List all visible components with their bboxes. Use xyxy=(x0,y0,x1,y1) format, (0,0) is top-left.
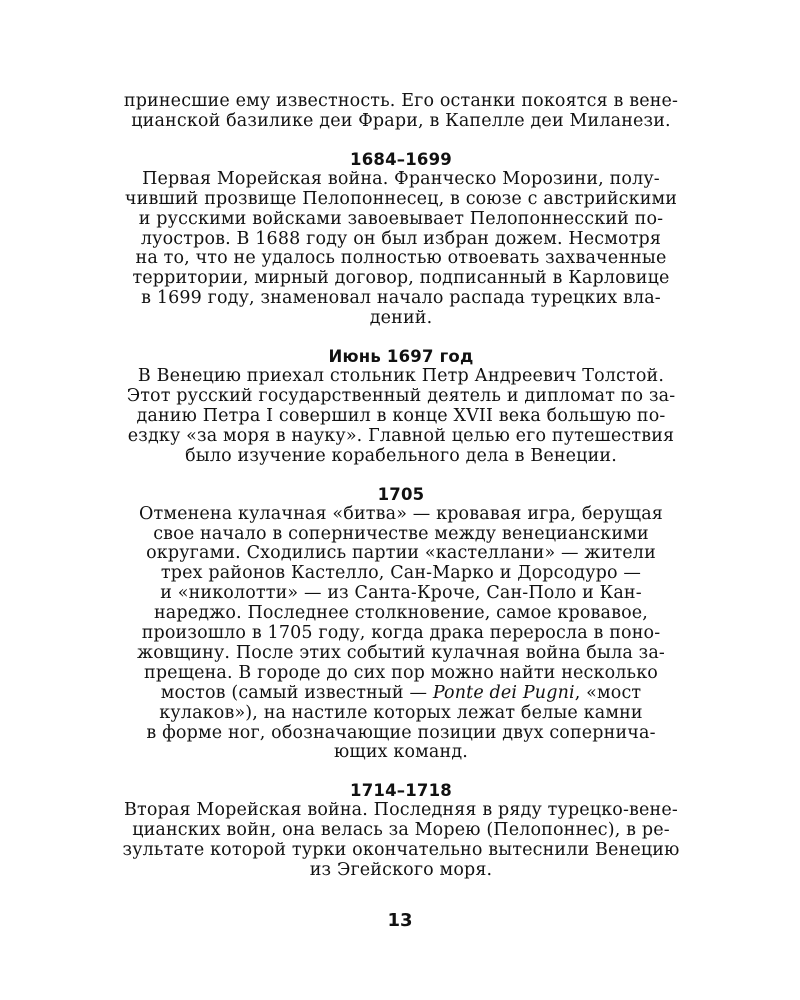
entry-heading: 1714–1718 xyxy=(350,781,452,801)
text-line: в 1699 году, знаменовал начало распада турецких вла- xyxy=(141,288,661,309)
text-line: Вторая Морейская война. Последняя в ряду турецко-вене- xyxy=(124,800,678,821)
entry-1714-1718 xyxy=(96,781,706,881)
text-line: и «николотти» — из Санта-Кроче, Сан-Поло и Кан- xyxy=(160,583,642,604)
text-line: свое начало в соперничестве между венецианскими xyxy=(153,523,649,544)
text-line: дений. xyxy=(369,308,433,329)
text-line: Отменена кулачная «битва» — кровавая игра, берущая xyxy=(138,503,663,524)
text-line: зультате которой турки окончательно вытеснили Венецию xyxy=(122,840,680,861)
text-line: данию Петра I совершил в конце XVII века большую по- xyxy=(136,405,666,426)
text-line: чивший прозвище Пелопоннесец, в союзе с австрийскими xyxy=(124,188,678,209)
text-line: ездку «за моря в науку». Главной целью его путешествия xyxy=(127,425,675,446)
entry-1684-1699 xyxy=(96,150,706,329)
text-line: было изучение корабельного дела в Венеции. xyxy=(185,445,617,466)
text-fragment: , «мост xyxy=(574,682,642,703)
entry-june-1697 xyxy=(96,347,706,467)
text-line: В Венецию приехал стольник Петр Андреевич Толстой. xyxy=(137,366,665,387)
text-line: ющих команд. xyxy=(334,742,468,763)
text-line: трех районов Кастелло, Сан-Марко и Дорсодуро — xyxy=(160,563,642,584)
text-line: луостров. В 1688 году он был избран дожем. Несмотря xyxy=(140,228,662,249)
text-line: кулаков»), на настиле которых лежат белые камни xyxy=(159,702,643,723)
intro-paragraph xyxy=(96,92,706,132)
text-line: цианских войн, она велась за Морею (Пелопоннес), в ре- xyxy=(132,820,670,841)
text-line: Первая Морейская война. Франческо Морозини, полу- xyxy=(142,168,660,189)
text-line: жовщину. После этих событий кулачная война была за- xyxy=(137,642,665,663)
entry-heading: 1705 xyxy=(377,484,425,504)
text-line: нареджо. Последнее столкновение, самое кровавое, xyxy=(153,603,649,624)
text-line-with-italic xyxy=(96,684,706,704)
text-line: территории, мирный договор, подписанный в Карловице xyxy=(132,268,670,289)
entry-heading: 1684–1699 xyxy=(350,149,452,169)
entry-heading: Июнь 1697 год xyxy=(328,347,474,367)
text-line: на то, что не удалось полностью отвоевать захваченные xyxy=(135,248,667,269)
text-line: из Эгейского моря. xyxy=(309,860,493,881)
text-line: в форме ног, обозначающие позиции двух сопернича- xyxy=(146,722,656,743)
page-number: 13 xyxy=(387,910,413,931)
text-line: округами. Сходились партии «кастеллани» — жители xyxy=(146,543,656,564)
page-body xyxy=(96,92,706,881)
italic-bridge-name: Ponte dei Pugni xyxy=(432,682,575,703)
text-line: Этот русский государственный деятель и дипломат по за- xyxy=(126,385,676,406)
text-line: прещена. В городе до сих пор можно найти несколько xyxy=(144,662,658,683)
text-fragment: мостов (самый известный — xyxy=(160,682,433,703)
text-line: цианской базилике деи Фрари, в Капелле деи Миланези. xyxy=(131,110,671,131)
entry-1705 xyxy=(96,485,706,764)
text-line: и русскими войсками завоевывает Пелопоннесский по- xyxy=(138,208,664,229)
text-line: принесшие ему известность. Его останки покоятся в вене- xyxy=(123,91,679,111)
text-line: произошло в 1705 году, когда драка переросла в поно- xyxy=(141,623,661,644)
